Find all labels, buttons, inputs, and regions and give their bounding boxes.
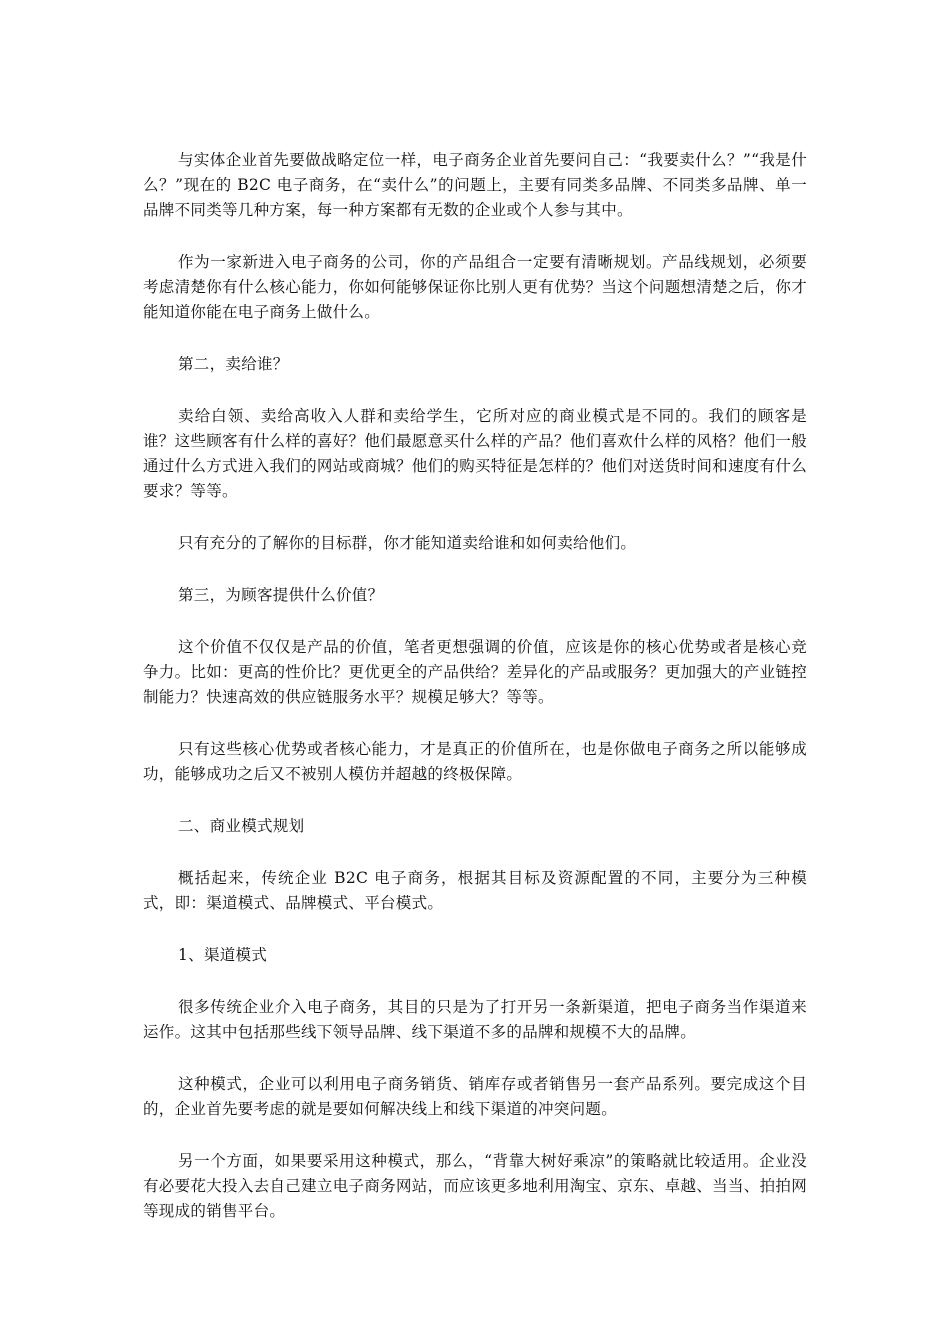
heading-channel-model: 1、渠道模式 bbox=[178, 946, 268, 964]
heading-customer-value: 第三，为顾客提供什么价值？ bbox=[178, 586, 384, 604]
paragraph-platforms: 另一个方面，如果要采用这种模式，那么，“背靠大树好乘凉”的策略就比较适用。企业没有必要花大投入去自己建立电子商务网站，而应该更多地利用淘宝、京东、卓越、当当、拍拍网等现成的销售平台。 bbox=[143, 1152, 807, 1220]
paragraph-core-advantage: 只有这些核心优势或者核心能力，才是真正的价值所在，也是你做电子商务之所以能够成功，能够成功之后又不被别人模仿并超越的终极保障。 bbox=[143, 740, 807, 783]
paragraph-target-group: 只有充分的了解你的目标群，你才能知道卖给谁和如何卖给他们。 bbox=[178, 534, 637, 552]
paragraph-channel-conflict: 这种模式，企业可以利用电子商务销货、销库存或者销售另一套产品系列。要完成这个目的，企业首先要考虑的就是要如何解决线上和线下渠道的冲突问题。 bbox=[143, 1075, 807, 1118]
document-body bbox=[143, 148, 807, 1251]
paragraph-new-channel: 很多传统企业介入电子商务，其目的只是为了打开另一条新渠道，把电子商务当作渠道来运作。这其中包括那些线下领导品牌、线下渠道不多的品牌和规模不大的品牌。 bbox=[143, 998, 807, 1041]
paragraph-core-value: 这个价值不仅仅是产品的价值，笔者更想强调的价值，应该是你的核心优势或者是核心竞争力。比如：更高的性价比？更优更全的产品供给？差异化的产品或服务？更加强大的产业链控制能力？快速高效的供应链服务水平？规模足够大？等等。 bbox=[143, 638, 807, 706]
paragraph-product-planning: 作为一家新进入电子商务的公司，你的产品组合一定要有清晰规划。产品线规划，必须要考虑清楚你有什么核心能力，你如何能够保证你比别人更有优势？当这个问题想清楚之后，你才能知道你能在电子商务上做什么。 bbox=[143, 253, 807, 321]
heading-business-model-planning: 二、商业模式规划 bbox=[178, 817, 305, 835]
heading-sell-to-whom: 第二，卖给谁？ bbox=[178, 355, 289, 373]
paragraph-three-models: 概括起来，传统企业 B2C 电子商务，根据其目标及资源配置的不同，主要分为三种模式，即：渠道模式、品牌模式、平台模式。 bbox=[143, 869, 807, 912]
paragraph-customers: 卖给白领、卖给高收入人群和卖给学生，它所对应的商业模式是不同的。我们的顾客是谁？这些顾客有什么样的喜好？他们最愿意买什么样的产品？他们喜欢什么样的风格？他们一般通过什么方式进入我们的网站或商城？他们的购买特征是怎样的？他们对送货时间和速度有什么要求？等等。 bbox=[143, 407, 807, 500]
paragraph-positioning: 与实体企业首先要做战略定位一样，电子商务企业首先要问自己：“我要卖什么？”“我是什么？”现在的 B2C 电子商务，在“卖什么”的问题上，主要有同类多品牌、不同类多品牌、单一品牌不同类等几种方案，每一种方案都有无数的企业或个人参与其中。 bbox=[143, 151, 807, 219]
